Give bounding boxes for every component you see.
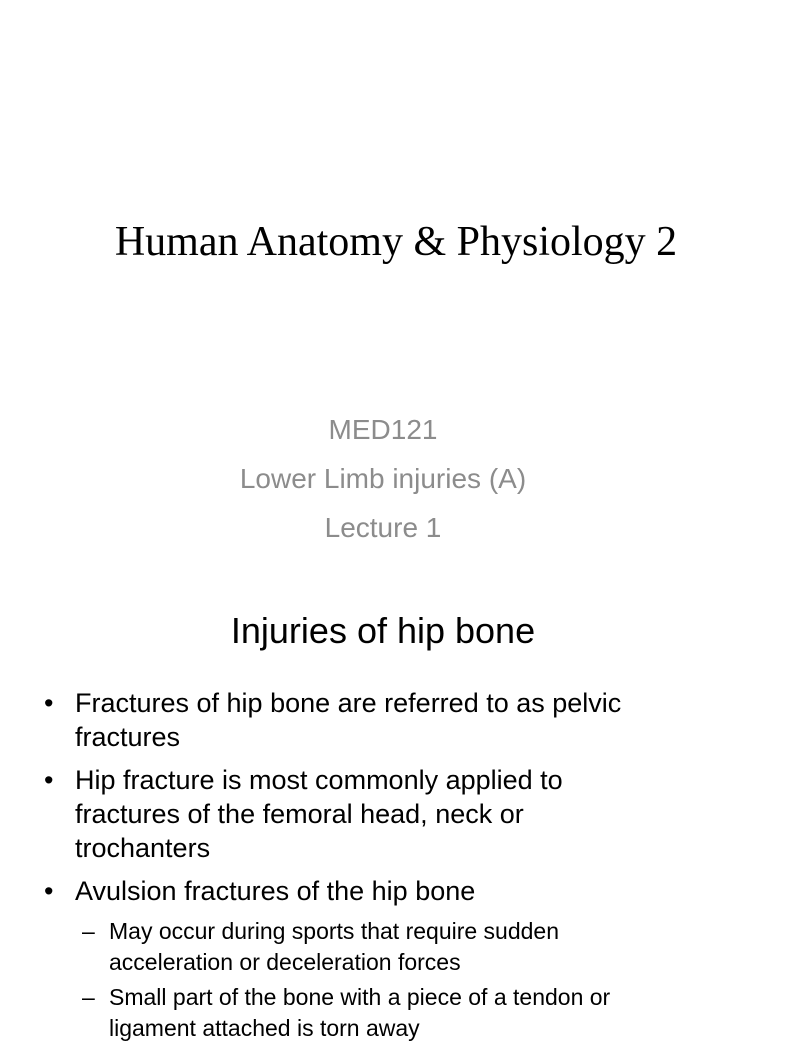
sub-bullet-text <box>109 916 729 978</box>
sub-bullet-line: May occur during sports that require sudden <box>109 918 560 944</box>
sub-bullet-text <box>109 982 729 1044</box>
bullet-line: trochanters <box>75 833 211 863</box>
content-slide <box>0 576 768 1041</box>
sub-bullet-marker: – <box>82 918 95 944</box>
bullet-marker: • <box>44 876 54 906</box>
slide-subtitle <box>0 405 766 552</box>
lecture-topic: Lower Limb injuries (A) <box>239 463 527 494</box>
course-code: MED121 <box>328 414 438 445</box>
bullet-line: Fractures of hip bone are referred to as pelvic <box>75 688 622 718</box>
bullet-text <box>75 686 725 754</box>
sub-bullet-line: Small part of the bone with a piece of a tendon or <box>109 984 611 1010</box>
slide-title: Human Anatomy & Physiology 2 <box>114 219 678 265</box>
sub-bullet-line: acceleration or deceleration forces <box>109 949 461 975</box>
slide-heading: Injuries of hip bone <box>230 610 536 651</box>
bullet-marker: • <box>44 688 54 718</box>
lecture-number: Lecture 1 <box>324 512 442 543</box>
bullet-line: Avulsion fractures of the hip bone <box>75 876 476 906</box>
sub-bullet-line: ligament attached is torn away <box>109 1015 420 1041</box>
bullet-text <box>75 763 725 865</box>
bullet-line: fractures of the femoral head, neck or <box>75 799 524 829</box>
bullet-line: Hip fracture is most commonly applied to <box>75 765 563 795</box>
bullet-marker: • <box>44 765 54 795</box>
bullet-text <box>75 874 725 908</box>
bullet-line: fractures <box>75 722 181 752</box>
sub-bullet-marker: – <box>82 984 95 1010</box>
